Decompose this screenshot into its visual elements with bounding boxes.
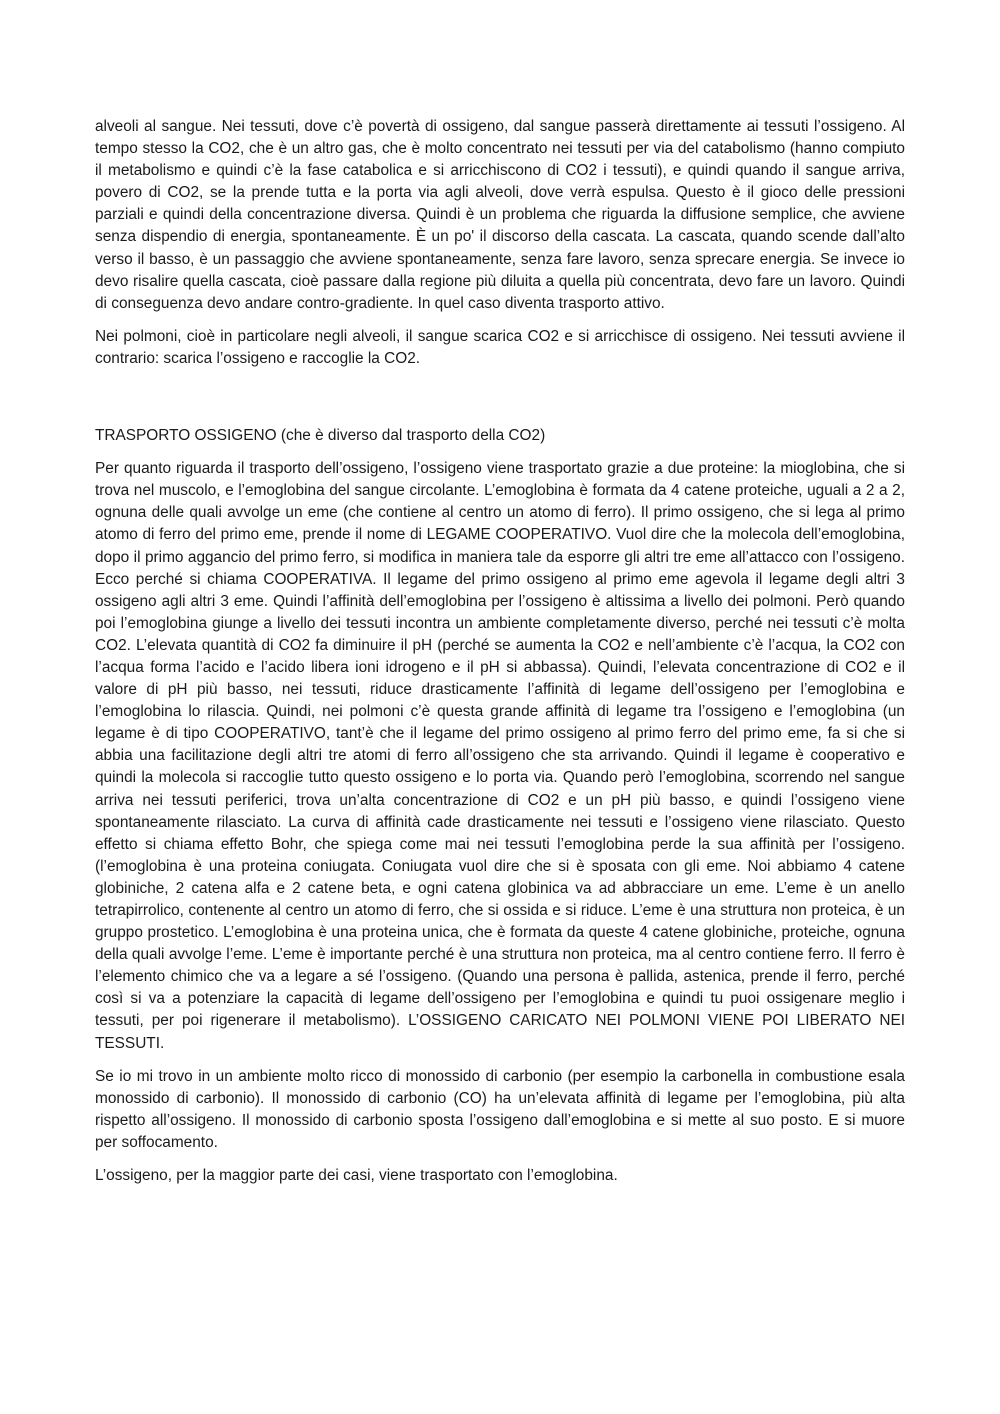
section-heading: TRASPORTO OSSIGENO (che è diverso dal trasporto della CO2)	[95, 427, 546, 445]
paragraph-lungs-tissues: Nei polmoni, cioè in particolare negli alveoli, il sangue scarica CO2 e si arricchisce di ossigeno. Nei tessuti avviene il contrario: scarica l’ossigeno e raccoglie la CO2.	[95, 327, 905, 367]
paragraph-conclusion: L’ossigeno, per la maggior parte dei casi, viene trasportato con l’emoglobina.	[95, 1167, 618, 1185]
paragraph-carbon-monoxide: Se io mi trovo in un ambiente molto ricco di monossido di carbonio (per esempio la carbonella in combustione esala monossido di carbonio). Il monossido di carbonio (CO) ha un’elevata affinità di legame per l’emoglobina, più alta rispetto all’ossigeno. Il monossido di carbonio sposta l’ossigeno dall’emoglobina e si mette al suo posto. E si muore per soffocamento.	[95, 1067, 905, 1151]
paragraph-diffusion: alveoli al sangue. Nei tessuti, dove c’è povertà di ossigeno, dal sangue passerà direttamente ai tessuti l’ossigeno. Al tempo stesso la CO2, che è un altro gas, che è molto concentrato nei tessuti per via del catabolismo (hanno compiuto il metabolismo e quindi c’è la fase catabolica e si arricchiscono di CO2 i tessuti), e quindi quando il sangue arriva, povero di CO2, se la prende tutta e la porta via agli alveoli, dove verrà espulsa. Questo è il gioco delle pressioni parziali e quindi della concentrazione diversa. Quindi è un problema che riguarda la diffusione semplice, che avviene senza dispendio di energia, spontaneamente. È un po' il discorso della cascata. La cascata, quando scende dall’alto verso il basso, è un passaggio che avviene spontaneamente, senza fare lavoro, senza sprecare energia. Se invece io devo risalire quella cascata, cioè passare dalla regione più diluita a quella più concentrata, devo fare un lavoro. Quindi di conseguenza devo andare contro-gradiente. In quel caso diventa trasporto attivo.	[95, 118, 905, 312]
paragraph-oxygen-transport: Per quanto riguarda il trasporto dell’ossigeno, l’ossigeno viene trasportato grazie a due proteine: la mioglobina, che si trova nel muscolo, e l’emoglobina del sangue circolante. L’emoglobina è formata da 4 catene proteiche, uguali a 2 a 2, ognuna delle quali avvolge un eme (che contiene al centro un atomo di ferro). Il primo ossigeno, che si lega al primo atomo di ferro del primo eme, prende il nome di LEGAME COOPERATIVO. Vuol dire che la molecola dell’emoglobina, dopo il primo aggancio del primo ferro, si modifica in maniera tale da esporre gli altri tre eme all’attacco con l’ossigeno. Ecco perché si chiama COOPERATIVA. Il legame del primo ossigeno al primo eme agevola il legame degli altri 3 ossigeno agli altri 3 eme. Quindi l’affinità dell’emoglobina per l’ossigeno è altissima a livello dei polmoni. Però quando poi l’emoglobina giunge a livello dei tessuti incontra un ambiente completamente diverso, perché nei tessuti c’è molta CO2. L’elevata quantità di CO2 fa diminuire il pH (perché se aumenta la CO2 e nell’ambiente c’è l’acqua, la CO2 con l’acqua forma l’acido e l’acido libera ioni idrogeno e il pH si abbassa). Quindi, l’elevata concentrazione di CO2 e il valore di pH più basso, nei tessuti, riduce drasticamente l’affinità di legame dell’ossigeno per l’emoglobina e l’emoglobina lo rilascia. Quindi, nei polmoni c’è questa grande affinità di legame tra l’ossigeno e l’emoglobina (un legame è di tipo COOPERATIVO, tant’è che il legame del primo ossigeno al primo ferro del primo eme, fa si che si abbia una facilitazione degli altri tre atomi di ferro all’ossigeno che sta arrivando. Quindi il legame è cooperativo e quindi la molecola si raccoglie tutto questo ossigeno e lo porta via. Quando però l’emoglobina, scorrendo nel sangue arriva nei tessuti periferici, trova un’alta concentrazione di CO2 e un pH più basso, e quindi l’ossigeno viene spontaneamente rilasciato. La curva di affinità cade drasticamente nei tessuti e l’ossigeno viene rilasciato. Questo effetto si chiama effetto Bohr, che spiega come mai nei tessuti l’emoglobina perde la sua affinità per l’ossigeno. (l’emoglobina è una proteina coniugata. Coniugata vuol dire che si è sposata con gli eme. Noi abbiamo 4 catene globiniche, 2 catena alfa e 2 catene beta, e ogni catena globinica va ad abbracciare un eme. L’eme è un anello tetrapirrolico, contenente al centro un atomo di ferro, che si ossida e si riduce. L’eme è una struttura non proteica, è un gruppo prostetico. L’emoglobina è una proteina unica, che è formata da queste 4 catene globiniche, proteiche, ognuna della quali avvolge l’eme. L’eme è importante perché è una struttura non proteica, ma al centro contiene ferro. Il ferro è l’elemento chimico che va a legare a sé l’ossigeno. (Quando una persona è pallida, astenica, prende il ferro, perché così si va a potenziare la capacità di legame dell’ossigeno per l’emoglobina e quindi tu puoi ossigenare meglio i tessuti, per poi rigenerare il metabolismo). L’OSSIGENO CARICATO NEI POLMONI VIENE POI LIBERATO NEI TESSUTI.	[95, 460, 905, 1052]
section-spacer	[95, 381, 905, 425]
document-page	[95, 116, 905, 1198]
